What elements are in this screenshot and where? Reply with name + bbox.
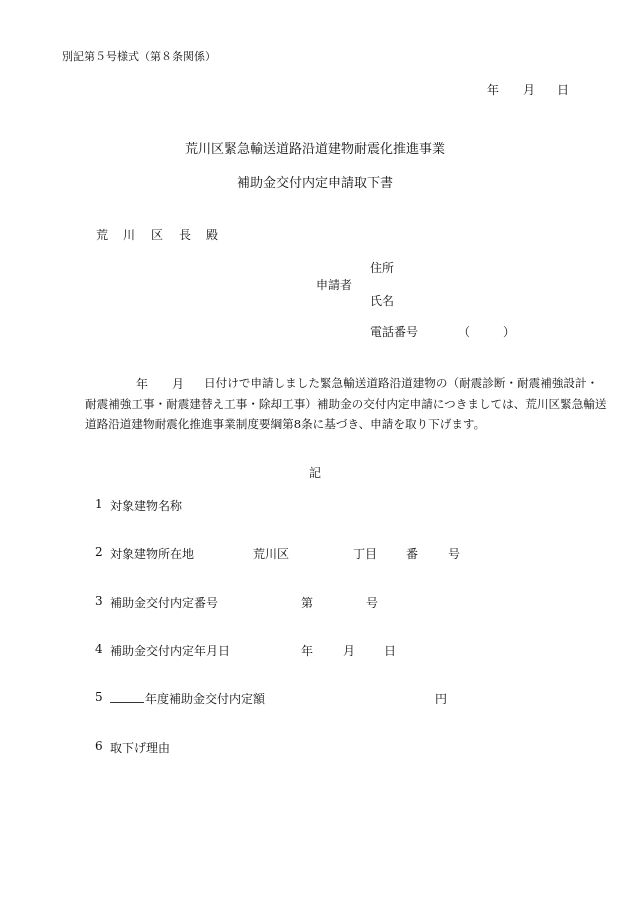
item-label: 対象建物所在地 bbox=[110, 547, 195, 561]
item-label: 補助金交付内定番号 bbox=[110, 596, 219, 610]
decision-number-dai: 第 bbox=[301, 596, 314, 610]
address-label: 住所 bbox=[370, 261, 395, 275]
date-year: 年 bbox=[487, 83, 500, 97]
phone-paren-close: ） bbox=[503, 325, 516, 339]
addressee-char: 区 bbox=[151, 228, 164, 242]
addressee-char: 川 bbox=[123, 228, 136, 242]
body-line2: 耐震補強工事・耐震建替え工事・除却工事）補助金の交付内定申請につきましては、荒川区緊急輸送 bbox=[85, 397, 607, 411]
ki-heading: 記 bbox=[308, 466, 321, 480]
decision-number-go: 号 bbox=[366, 596, 379, 610]
item-label: 年度補助金交付内定額 bbox=[145, 692, 266, 706]
blank-underline bbox=[110, 690, 144, 703]
item-number: 6 bbox=[95, 739, 103, 753]
location-go: 号 bbox=[448, 547, 461, 561]
item-number: 5 bbox=[95, 690, 103, 704]
location-chome: 丁目 bbox=[353, 547, 378, 561]
body-date-year: 年 bbox=[136, 377, 149, 391]
fiscal-year-blank bbox=[110, 690, 265, 707]
item-number: 4 bbox=[95, 642, 103, 656]
body-line1: 日付けで申請しました緊急輸送道路沿道建物の（耐震診断・耐震補強設計・ bbox=[204, 376, 599, 390]
phone-label: 電話番号 bbox=[370, 325, 419, 339]
date-month: 月 bbox=[523, 83, 536, 97]
item-number: 3 bbox=[95, 594, 103, 608]
phone-paren-open: （ bbox=[458, 325, 471, 339]
item-label: 補助金交付内定年月日 bbox=[110, 644, 231, 658]
name-label: 氏名 bbox=[370, 294, 395, 308]
body-line3: 道路沿道建物耐震化推進事業制度要綱第8条に基づき、申請を取り下げます。 bbox=[85, 417, 486, 431]
location-ward: 荒川区 bbox=[253, 547, 290, 561]
amount-yen: 円 bbox=[435, 692, 448, 706]
addressee-char: 荒 bbox=[96, 228, 109, 242]
item-number: 1 bbox=[95, 497, 103, 511]
decision-date-month: 月 bbox=[343, 644, 356, 658]
decision-date-year: 年 bbox=[301, 644, 314, 658]
item-label: 対象建物名称 bbox=[110, 499, 183, 513]
addressee-char: 長 bbox=[179, 228, 192, 242]
item-number: 2 bbox=[95, 545, 103, 559]
document-title-line1: 荒川区緊急輸送道路沿道建物耐震化推進事業 bbox=[184, 142, 445, 157]
body-date-month: 月 bbox=[172, 377, 185, 391]
addressee-char: 殿 bbox=[206, 228, 219, 242]
document-title-line2: 補助金交付内定申請取下書 bbox=[236, 176, 393, 191]
location-ban: 番 bbox=[406, 547, 419, 561]
form-number: 別記第５号様式（第８条関係） bbox=[62, 50, 216, 63]
item-label: 取下げ理由 bbox=[110, 741, 171, 755]
applicant-label: 申請者 bbox=[316, 278, 353, 292]
date-day: 日 bbox=[557, 83, 570, 97]
decision-date-day: 日 bbox=[384, 644, 397, 658]
